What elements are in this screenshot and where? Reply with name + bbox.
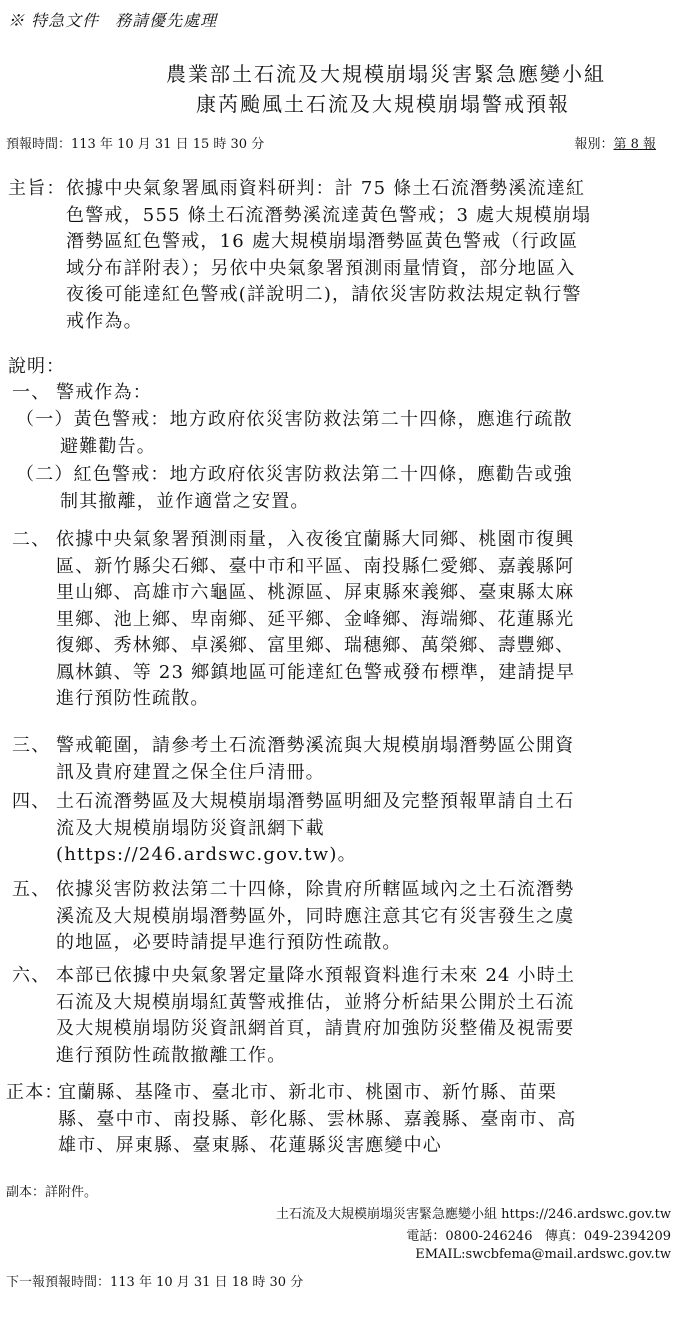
subject-line: 域分布詳附表）；另依中央氣象署預測雨量情資，部分地區入 [66, 257, 576, 279]
subject-label: 主旨： [8, 178, 66, 199]
explanation-subitem-1 [16, 407, 676, 460]
next-time-value: 113 年 10 月 31 日 18 時 30 分 [110, 1275, 304, 1290]
forecast-time-label: 預報時間： [6, 137, 72, 152]
item-line: 流及大規模崩塌防災資訊網下載 [56, 817, 325, 839]
subitem-number: （二） [16, 464, 74, 485]
forecast-time: 113 年 10 月 31 日 15 時 30 分 [71, 137, 265, 152]
item-line: 本部已依據中央氣象署定量降水預報資料進行未來 24 小時土 [56, 965, 576, 986]
urgent-text: 特急文件 [31, 11, 100, 30]
subject-line: 戒作為。 [66, 310, 143, 332]
priority-text: 務請優先處理 [115, 11, 218, 30]
item-line: 警戒作為： [56, 382, 152, 403]
item-line: 依據中央氣象署預測雨量，入夜後宜蘭縣大同鄉、桃園市復興 [56, 529, 575, 550]
phone-label: 電話： [406, 1229, 446, 1244]
explanation-item-2 [12, 527, 672, 713]
download-link[interactable]: (https://246.ardswc.gov.tw)。 [56, 844, 357, 865]
fax-number: 049-2394209 [583, 1229, 671, 1244]
fax-label: 傳真： [544, 1229, 584, 1244]
item-number: 三、 [12, 735, 51, 756]
item-line: 石流及大規模崩塌紅黃警戒推估，並將分析結果公開於土石流 [56, 991, 575, 1013]
email-label: EMAIL: [415, 1247, 466, 1262]
item-line: 及大規模崩塌防災資訊網首頁，請貴府加強防災整備及視需要 [56, 1018, 575, 1039]
report-number-label: 報別： [574, 137, 614, 152]
item-line: 的地區，必要時請提早進行預防性疏散。 [56, 932, 402, 953]
copy-text: 詳附件。 [45, 1185, 98, 1200]
recipients-section [6, 1080, 666, 1160]
item-line: 進行預防性疏散。 [56, 688, 210, 709]
explanation-item-5 [12, 877, 672, 957]
item-line: 里山鄉、高雄市六龜區、桃源區、屏東縣來義鄉、臺東縣太麻 [56, 582, 575, 603]
recipients-line: 宜蘭縣、基隆市、臺北市、新北市、桃園市、新竹縣、苗栗 [58, 1082, 558, 1103]
item-line: 溪流及大規模崩塌潛勢區外，同時應注意其它有災害發生之虞 [56, 905, 575, 927]
footer-email [415, 1247, 671, 1262]
report-number-value: 第 8 報 [613, 137, 656, 152]
subject-section [8, 176, 668, 335]
recipients-line: 雄市、屏東縣、臺東縣、花蓮縣災害應變中心 [58, 1135, 442, 1156]
copy-label: 副本： [6, 1185, 46, 1200]
subitem-line: 避難勸告。 [60, 435, 156, 457]
subitem-line: （二）紅色警戒：地方政府依災害防救法第二十四條，應勸告或強 [16, 464, 573, 485]
item-line: 依據災害防救法第二十四條，除貴府所轄區域內之土石流潛勢 [56, 879, 575, 900]
subitem-line: 制其撤離，並作適當之安置。 [60, 490, 310, 512]
email-address[interactable]: swcbfema@mail.ardswc.gov.tw [465, 1247, 671, 1262]
footer-phone-fax [406, 1225, 671, 1244]
urgent-notice [8, 8, 217, 31]
item-line: 鳳林鎮、等 23 鄉鎮地區可能達紅色警戒發布標準，建請提早 [56, 661, 576, 683]
item-line: 訊及貴府建置之保全住戶清冊。 [56, 761, 325, 783]
item-number: 二、 [12, 529, 51, 550]
item-line: 警戒範圍，請參考土石流潛勢溪流與大規模崩塌潛勢區公開資 [56, 735, 575, 756]
subitem-line: （一）黃色警戒：地方政府依災害防救法第二十四條，應進行疏散 [16, 409, 573, 430]
subject-line: 夜後可能達紅色警戒(詳說明二)，請依災害防救法規定執行警 [66, 284, 582, 305]
reference-mark-icon: ※ [8, 11, 26, 30]
explanation-item-3 [12, 733, 672, 786]
item-line: 進行預防性疏散撤離工作。 [56, 1044, 287, 1066]
phone-number: 0800-246246 [445, 1229, 533, 1244]
item-number: 四、 [12, 791, 51, 812]
next-time-label: 下一報預報時間： [6, 1275, 111, 1290]
item-number: 一、 [12, 382, 51, 403]
subject-body [66, 176, 668, 335]
explanation-heading: 說明： [8, 356, 65, 377]
doc-title: 康芮颱風土石流及大規模崩塌警戒預報 [196, 92, 570, 116]
next-forecast-time [6, 1271, 303, 1290]
footer-org: 土石流及大規模崩塌災害緊急應變小組 https://246.ardswc.gov.tw [276, 1207, 671, 1222]
subject-line: 依據中央氣象署風雨資料研判：計 75 條土石流潛勢溪流達紅 [66, 178, 586, 199]
item-line: 里鄉、池上鄉、卑南鄉、延平鄉、金峰鄉、海端鄉、花蓮縣光 [56, 608, 575, 630]
item-line: 復鄉、秀林鄉、卓溪鄉、富里鄉、瑞穗鄉、萬榮鄉、壽豐鄉、 [56, 635, 575, 656]
org-title: 農業部土石流及大規模崩塌災害緊急應變小組 [166, 62, 606, 86]
copy-section [6, 1181, 97, 1200]
item-line: 土石流潛勢區及大規模崩塌潛勢區明細及完整預報單請自土石 [56, 791, 575, 812]
item-number: 五、 [12, 879, 51, 900]
explanation-item-1 [12, 380, 672, 407]
subject-line: 色警戒，555 條土石流潛勢溪流達黃色警戒；3 處大規模崩塌 [66, 204, 592, 226]
report-number [574, 133, 656, 152]
meta-row [6, 133, 656, 152]
item-number: 六、 [12, 965, 51, 986]
item-line: 區、新竹縣尖石鄉、臺中市和平區、南投縣仁愛鄉、嘉義縣阿 [56, 555, 575, 577]
subject-line: 潛勢區紅色警戒，16 處大規模崩塌潛勢區黃色警戒（行政區 [66, 231, 579, 252]
recipients-label: 正本： [6, 1082, 64, 1103]
explanation-item-6 [12, 963, 672, 1069]
explanation-item-4 [12, 789, 672, 869]
explanation-subitem-2 [16, 462, 676, 515]
subitem-number: （一） [16, 409, 74, 430]
recipients-line: 縣、臺中市、南投縣、彰化縣、雲林縣、嘉義縣、臺南市、高 [58, 1108, 577, 1130]
